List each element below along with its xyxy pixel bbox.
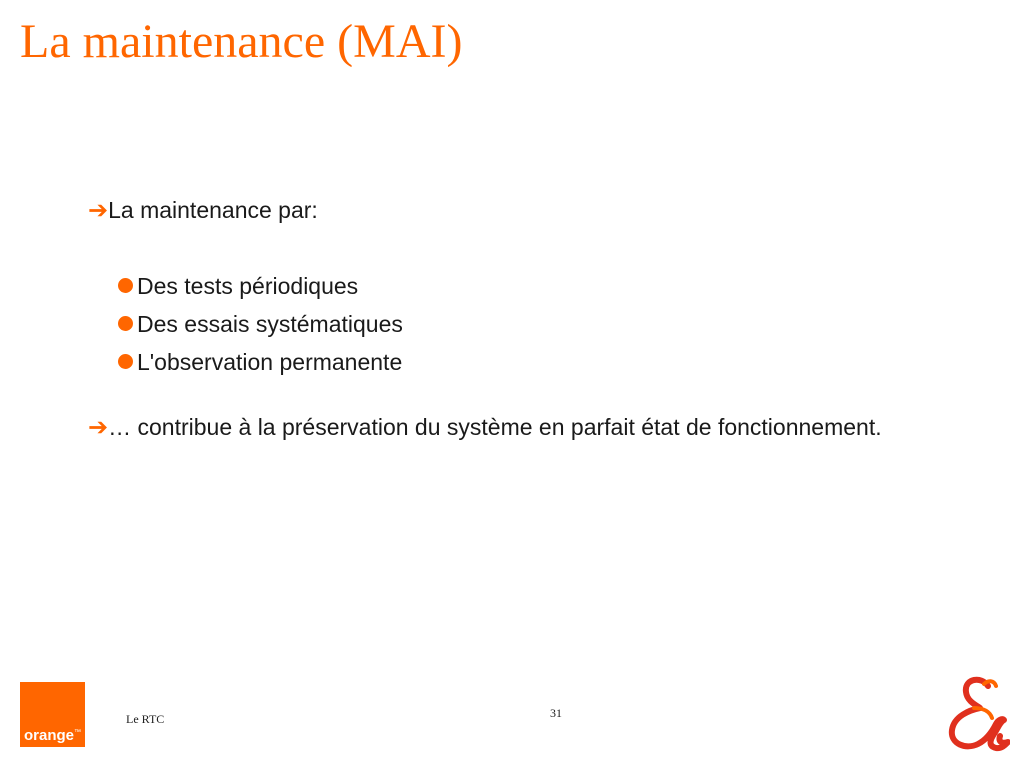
logo-text: orange™ bbox=[24, 727, 82, 744]
slide-body bbox=[88, 192, 908, 446]
conclusion-text: … contribue à la préservation du système en parfait état de fonctionnement. bbox=[108, 414, 882, 440]
arrow-icon: ➔ bbox=[88, 414, 109, 441]
intro-text: La maintenance par: bbox=[108, 197, 318, 223]
footer-label: Le RTC bbox=[126, 712, 165, 726]
intro-line bbox=[88, 192, 908, 229]
ampersand-logo-icon bbox=[940, 672, 1010, 752]
list-item bbox=[118, 267, 908, 305]
bullet-dot-icon bbox=[118, 278, 133, 293]
orange-logo bbox=[20, 682, 85, 747]
bullet-dot-icon bbox=[118, 316, 133, 331]
page-number: 31 bbox=[550, 706, 562, 720]
bullet-dot-icon bbox=[118, 354, 133, 369]
conclusion-line bbox=[88, 409, 908, 446]
slide-title: La maintenance (MAI) bbox=[20, 15, 463, 68]
arrow-icon: ➔ bbox=[88, 197, 109, 224]
bullet-list bbox=[88, 267, 908, 381]
list-item bbox=[118, 305, 908, 343]
list-item bbox=[118, 343, 908, 381]
bullet-text: Des tests périodiques bbox=[137, 273, 359, 299]
bullet-text: L'observation permanente bbox=[137, 349, 403, 375]
bullet-text: Des essais systématiques bbox=[137, 311, 403, 337]
